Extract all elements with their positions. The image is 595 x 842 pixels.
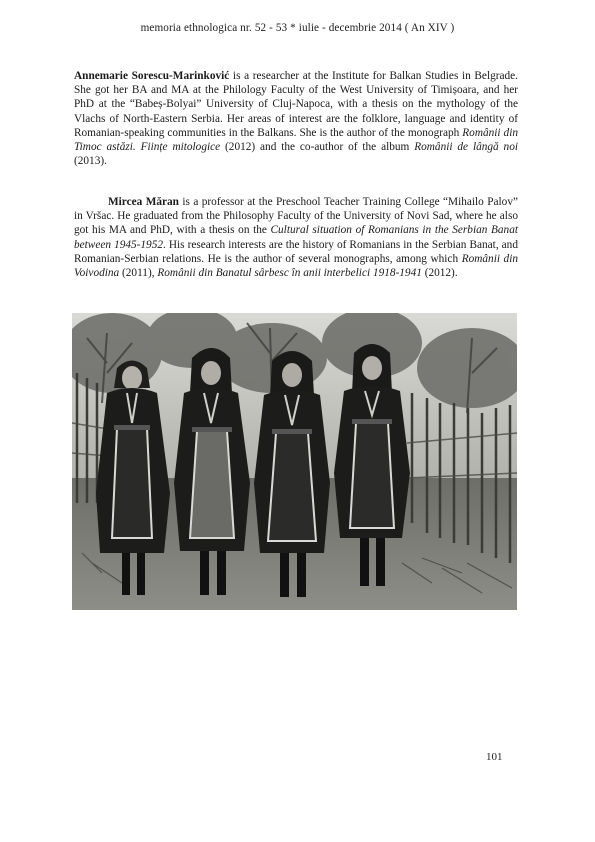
photo-four-women-folk-costume <box>72 313 517 610</box>
book-title: Românii din Voivodina <box>74 252 518 280</box>
book-title: Românii din Timoc astăzi. Ființe mitologice <box>74 126 518 154</box>
bio-text: (2013). <box>74 155 107 168</box>
thesis-title: Cultural situation of Romanians in the Serbian Banat between 1945-1952 <box>74 224 518 251</box>
page-number: 101 <box>486 751 503 763</box>
bio-text: is a researcher at the Institute for Balkan Studies in Belgrade. She got her BA and MA at the Philology Faculty of the West University of Timișoara, and her PhD at the “Babeș-Bolyai” University of Cluj-Napoca, with a thesis on the mythology of the Vlachs of North-Eastern Serbia. Her areas of interest are the folklore, language and identity of Romanian-speaking communities in the Balkans. She is the author of the monograph <box>74 70 518 139</box>
book-title: Românii din Banatul sârbesc în anii interbelici 1918-1941 <box>157 267 422 280</box>
bio-text: . His research interests are the history of Romanians in the Serbian Banat, and Romanian-Serbian relations. He is the author of several monographs, among which <box>74 238 518 265</box>
author-bio-maran <box>74 195 518 280</box>
bio-text: (2012). <box>421 267 458 280</box>
bio-text: (2012) and the co-author of the album <box>220 141 415 154</box>
author-name: Annemarie Sorescu-Marinković <box>74 70 230 82</box>
author-name: Mircea Măran <box>108 196 179 208</box>
author-bio-sorescu <box>74 69 518 168</box>
archival-photograph <box>72 313 517 610</box>
running-header: memoria ethnologica nr. 52 - 53 * iulie - decembrie 2014 ( An XIV ) <box>140 22 455 34</box>
book-title: Românii de lângă noi <box>414 141 518 154</box>
bio-text: (2011), <box>119 267 158 280</box>
bio-text: is a professor at the Preschool Teacher Training College “Mihailo Palov” in Vršac. He graduated from the Philosophy Faculty of the University of Novi Sad, where he also got his MA and PhD, with a thesis on the <box>74 196 518 237</box>
